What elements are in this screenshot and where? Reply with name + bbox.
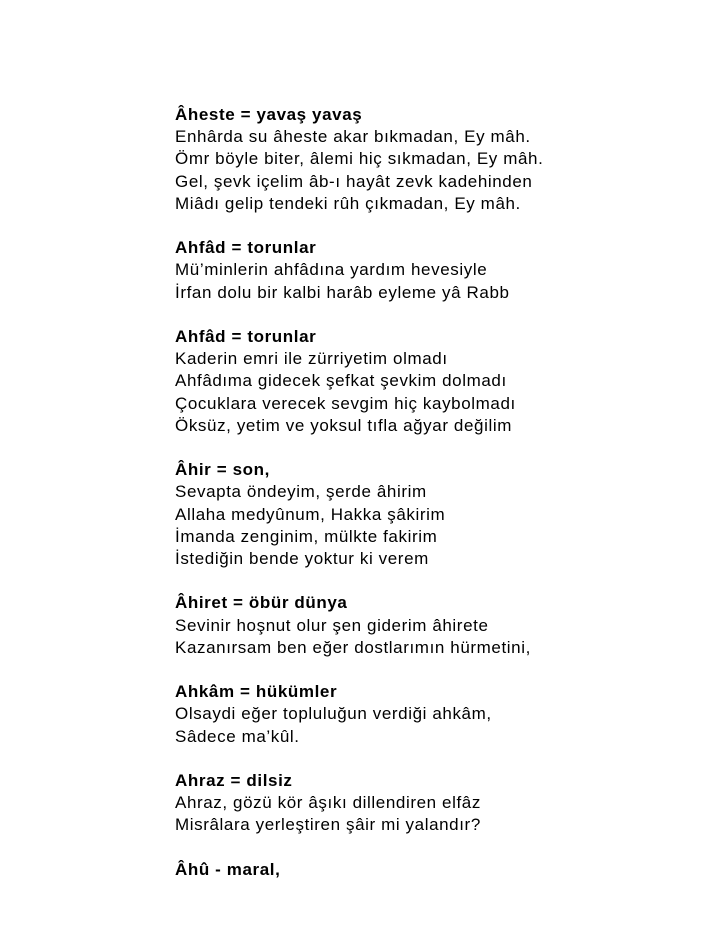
verse-line: Sevinir hoşnut olur şen giderim âhirete [175,615,489,635]
verse-line: İmanda zenginim, mülkte fakirim [175,526,438,546]
verse-line: Enhârda su âheste akar bıkmadan, Ey mâh. [175,127,531,147]
entry-heading: Âhiret = öbür dünya [175,593,348,613]
verse-line: Öksüz, yetim ve yoksul tıfla ağyar değilim [175,415,512,435]
entry-heading: Ahfâd = torunlar [175,327,317,346]
dictionary-entry [175,326,695,437]
verse-line: Kazanırsam ben eğer dostlarımın hürmetini, [175,637,531,657]
verse-line: Misrâlara yerleştiren şâir mi yalandır? [175,815,481,835]
entry-heading: Ahkâm = hükümler [175,682,338,702]
entry-heading: Ahfâd = torunlar [175,238,317,258]
verse-line: Mü’minlerin ahfâdına yardım hevesiyle [175,260,488,280]
entry-heading: Ahraz = dilsiz [175,771,293,790]
verse-line: Ömr böyle biter, âlemi hiç sıkmadan, Ey mâh. [175,149,544,169]
verse-line: Çocuklara verecek sevgim hiç kaybolmadı [175,393,516,413]
dictionary-entry [175,859,695,881]
dictionary-entry [175,681,695,748]
verse-line: Miâdı gelip tendeki rûh çıkmadan, Ey mâh. [175,193,521,213]
verse-line: Kaderin emri ile zürriyetim olmadı [175,349,448,369]
dictionary-entry [175,237,695,304]
verse-line: Ahfâdıma gidecek şefkat şevkim dolmadı [175,371,507,391]
verse-line: Allaha medyûnum, Hakka şâkirim [175,504,446,524]
document-body [175,104,695,903]
verse-line: Olsaydi eğer topluluğun verdiği ahkâm, [175,704,492,724]
verse-line: Sâdece ma’kûl. [175,726,300,746]
entry-heading: Âheste = yavaş yavaş [175,105,363,124]
dictionary-entry [175,770,695,837]
dictionary-entry [175,104,695,215]
dictionary-entry [175,459,695,570]
verse-line: İstediğin bende yoktur ki verem [175,549,429,569]
verse-line: Ahraz, gözü kör âşıkı dillendiren elfâz [175,793,481,813]
entry-heading: Âhir = son, [175,460,270,480]
verse-line: Gel, şevk içelim âb-ı hayât zevk kadehinden [175,171,533,191]
verse-line: Sevapta öndeyim, şerde âhirim [175,482,427,502]
dictionary-entry [175,592,695,659]
entry-heading: Âhû - maral, [175,859,281,879]
verse-line: İrfan dolu bir kalbi harâb eyleme yâ Rabb [175,282,510,302]
